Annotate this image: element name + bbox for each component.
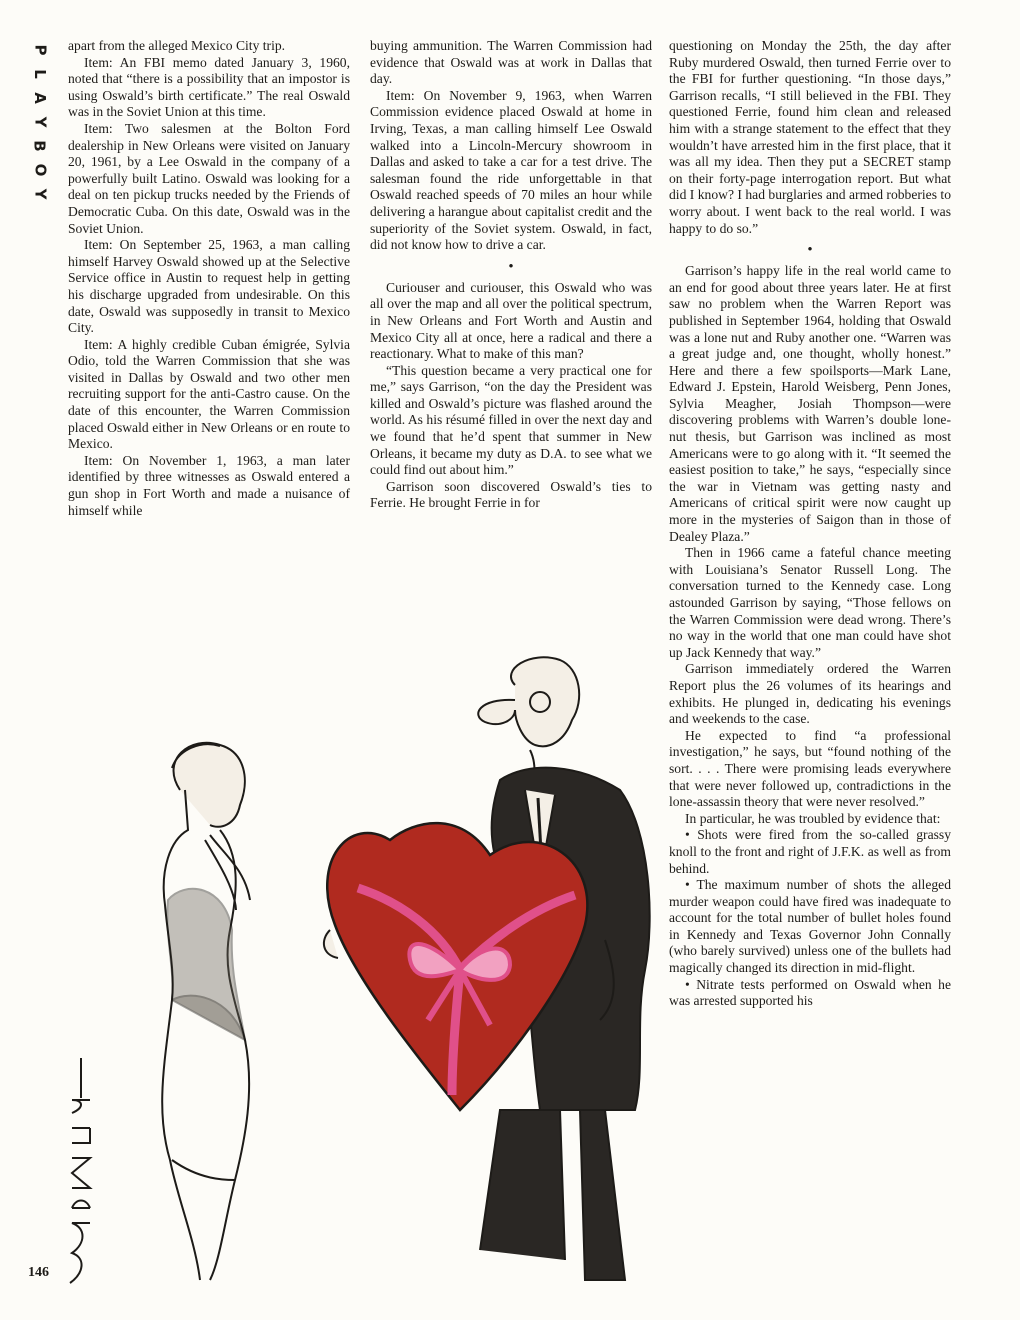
section-separator: • (807, 242, 813, 259)
paragraph: Curiouser and curiouser, this Oswald who was all over the map and all over the political spectrum, in New Orleans and Fort Worth and Austin and Mexico City all at once, here a radical and there a reactionary. What to make of this man? (370, 279, 652, 362)
running-head-letter: A (30, 92, 49, 104)
running-head-letter: B (31, 140, 49, 152)
paragraph: Item: On November 1, 1963, a man later identified by three witnesses as Oswald entered a gun shop in Fort Worth and made a nuisance of himself while (68, 452, 350, 518)
paragraph: He expected to find “a professional investigation,” he says, but “found nothing of the sort. . . . There were promising leads everywhere that were never followed up, contradictions in the lone-assassin theory that were never resolved.” (669, 727, 951, 810)
paragraph: Garrison soon discovered Oswald’s ties to Ferrie. He brought Ferrie in for (370, 478, 652, 511)
running-head-letter: L (31, 69, 49, 79)
artist-signature (64, 1058, 98, 1288)
paragraph: Item: On November 9, 1963, when Warren Commission evidence placed Oswald at home in Irving, Texas, a man calling himself Lee Oswald walked into a Lincoln-Mercury showroom in Dallas and asked to take a car for a test drive. The salesman found the ride unforgettable in that Oswald reached speeds of 70 miles an hour while delivering a harangue about capitalist credit and the superiority of the Soviet system. Oswald, in fact, did not know how to drive a car. (370, 87, 652, 253)
paragraph: buying ammunition. The Warren Commission had evidence that Oswald was at work in Dallas that day. (370, 38, 652, 87)
paragraph: • The maximum number of shots the alleged murder weapon could have fired was inadequate to account for the total number of bullet holes found in Kennedy and Texas Governor John Connally (who barely survived) unless one of the bullets had magically changed its direction in mid-flight. (669, 877, 951, 976)
paragraph: questioning on Monday the 25th, the day after Ruby murdered Oswald, then turned Ferrie over to the FBI for further questioning. “In those days,” Garrison recalls, “I still believed in the FBI. They questioned Ferrie, found him clean and released him with a strange statement to the effect that they wouldn’t have arrested him in the first place, that it was all my idea. Then they put a SECRET stamp on their forty-page interrogation report. But what did I know? I had burglaries and armed robberies to worry about. I went back to the real world. I was happy to do so.” (669, 38, 951, 236)
cartoon-illustration (60, 640, 660, 1300)
paragraph: Item: Two salesmen at the Bolton Ford dealership in New Orleans were visited on January 20, 1961, by a Lee Oswald in the company of a powerfully built Latino. Oswald was looking for a deal on ten pickup trucks needed by the Friends of Democratic Cuba. On this date, Oswald was in the Soviet Union. (68, 120, 350, 236)
paragraph: apart from the alleged Mexico City trip. (68, 38, 286, 53)
paragraph: “This question became a very practical one for me,” says Garrison, “on the day the President was killed and Oswald’s picture was flashed around the world. As his résumé filled in over the next day and we found that he’d spent that summer in New Orleans, it became my duty as D.A. to see what we could find out about him.” (370, 362, 652, 478)
paragraph: Item: An FBI memo dated January 3, 1960, noted that “there is a possibility that an impostor is using Oswald’s birth certificate.” The real Oswald was in the Soviet Union at this time. (68, 54, 350, 120)
running-head-letter: Y (31, 188, 49, 200)
column-3 (669, 38, 951, 1010)
woman-figure (162, 743, 250, 1280)
column-1 (68, 38, 350, 519)
paragraph: Item: A highly credible Cuban émigrée, Sylvia Odio, told the Warren Commission that she was visited in Dallas by Oswald and two other men recruiting support for the anti-Castro cause. On the date of this encounter, the Warren Commission placed Oswald either in New Orleans or en route to Mexico. (68, 336, 350, 452)
running-head (26, 38, 54, 206)
section-separator: • (508, 258, 514, 275)
running-head-letter: P (31, 44, 49, 56)
paragraph: Then in 1966 came a fateful chance meeting with Louisiana’s Senator Russell Long. The conversation turned to the Kennedy case. Long astounded Garrison by saying, “Those fellows on the Warren Commission were dead wrong. There’s no way in the world that one man could have shot up Jack Kennedy that way.” (669, 545, 951, 660)
running-head-letter: O (30, 163, 49, 177)
paragraph: Garrison’s happy life in the real world came to an end for good about three years later. He at first saw no problem when the Warren Report was published in September 1964, holding that Oswald was a lone nut and Ruby another one. “Warren was a great judge and, one thought, wholly honest.” Here and there a few spoilsports—Mark Lane, Edward J. Epstein, Harold Weisberg, Penn Jones, Sylvia Meagher, Josiah Thompson—were discovering problems with Warren’s double lone-nut thesis, but Garrison was inclined as most Americans were to go along with it. “It seemed the easiest position to take,” he says, “especially since the war in Vietnam was getting nasty and Americans of critical spirit were now caught up more in the mysteries of Saigon than in those of Dealey Plaza.” (669, 263, 951, 544)
paragraph: • Shots were fired from the so-called grassy knoll to the front and right of J.F.K. as well as from behind. (669, 827, 951, 876)
paragraph: • Nitrate tests performed on Oswald when he was arrested supported his (669, 976, 951, 1009)
column-2 (370, 38, 652, 512)
paragraph: Garrison immediately ordered the Warren Report plus the 26 volumes of its hearings and exhibits. He plunged in, dedicating his evenings and weekends to the case. (669, 661, 951, 727)
page-number: 146 (28, 1265, 49, 1280)
running-head-letter: Y (31, 116, 49, 128)
paragraph: In particular, he was troubled by evidence that: (685, 810, 941, 826)
paragraph: Item: On September 25, 1963, a man calling himself Harvey Oswald showed up at the Selective Service office in Austin to request help in getting his discharge upgraded from undesirable. On this date, Oswald was supposedly in transit to Mexico City. (68, 237, 350, 336)
